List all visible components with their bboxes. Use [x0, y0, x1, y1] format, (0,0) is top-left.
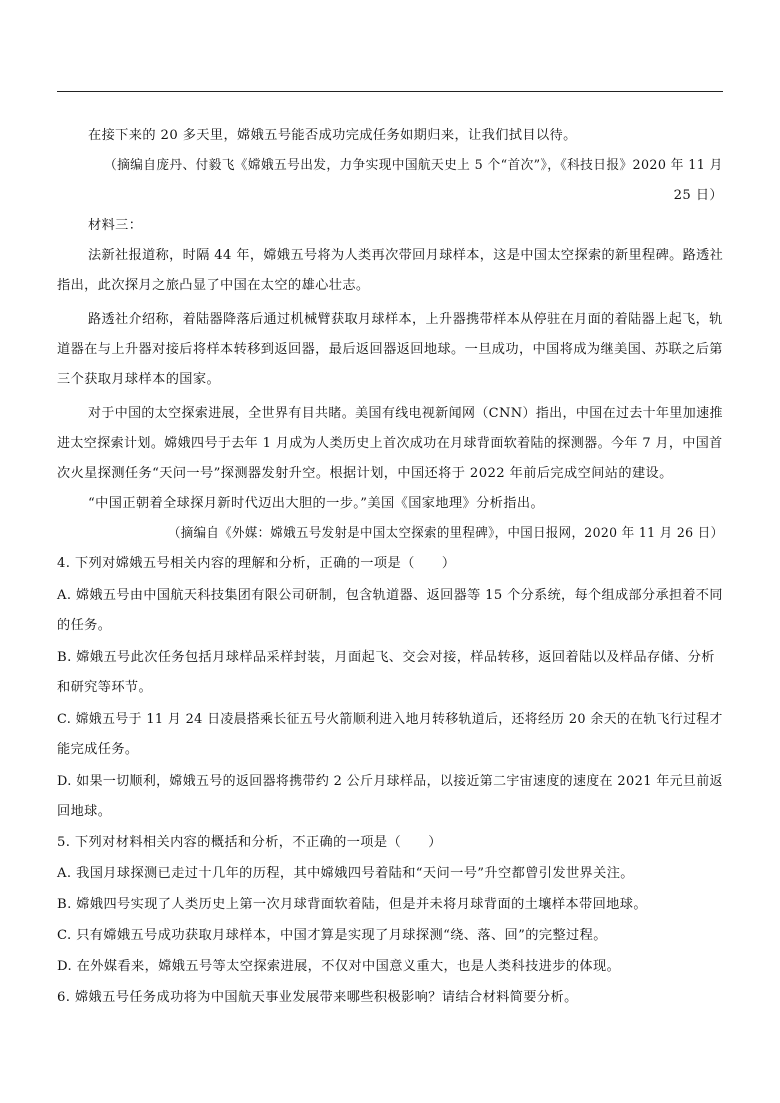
option-a: A. 嫦娥五号由中国航天科技集团有限公司研制，包含轨道器、返回器等 15 个分系统，每个组成部分承担着不同 [57, 588, 723, 603]
paragraph-line: 次火星探测任务“天问一号”探测器发射升空。根据计划，中国还将于 2022 年前后完成空间站的建设。 [57, 466, 673, 481]
paragraph-line: 进太空探索计划。嫦娥四号于去年 1 月成为人类历史上首次成功在月球背面软着陆的探测器。今年 7 月，中国首 [57, 436, 723, 451]
paragraph-line: 道器在与上升器对接后将样本转移到返回器，最后返回器返回地球。一旦成功，中国将成为继美国、苏联之后第 [57, 342, 723, 357]
option-b: B. 嫦娥四号实现了人类历史上第一次月球背面软着陆，但是并未将月球背面的土壤样本带回地球。 [57, 897, 647, 912]
question-6: 6. 嫦娥五号任务成功将为中国航天事业发展带来哪些积极影响？请结合材料简要分析。 [57, 990, 578, 1005]
paragraph-line: 在接下来的 20 多天里，嫦娥五号能否成功完成任务如期归来，让我们拭目以待。 [88, 128, 577, 143]
paragraph-line: 路透社介绍称，着陆器降落后通过机械臂获取月球样本，上升器携带样本从停驻在月面的着陆器上起飞，轨 [88, 312, 723, 327]
option-d: D. 在外媒看来，嫦娥五号等太空探索进展，不仅对中国意义重大，也是人类科技进步的体现。 [57, 959, 621, 974]
paragraph-line: 对于中国的太空探索进展，全世界有目共睹。美国有线电视新闻网（CNN）指出，中国在过去十年里加速推 [88, 406, 723, 421]
option-c: C. 嫦娥五号于 11 月 24 日凌晨搭乘长征五号火箭顺利进入地月转移轨道后，还将经历 20 余天的在轨飞行过程才 [57, 712, 723, 727]
option-c-cont: 能完成任务。 [57, 742, 139, 757]
paragraph-line: 法新社报道称，时隔 44 年，嫦娥五号将为人类再次带回月球样本，这是中国太空探索的新里程碑。路透社 [88, 248, 724, 263]
option-c: C. 只有嫦娥五号成功获取月球样本，中国才算是实现了月球探测“绕、落、回”的完整过程。 [57, 928, 607, 943]
citation-line: 25 日） [673, 188, 723, 203]
section-heading: 材料三： [88, 218, 143, 233]
citation-line: （摘编自庞丹、付毅飞《嫦娥五号出发，力争实现中国航天史上 5 个“首次”》，《科技日报》2020 年 11 月 [104, 158, 723, 173]
option-b-cont: 和研究等环节。 [57, 680, 153, 695]
question-4: 4. 下列对嫦娥五号相关内容的理解和分析，正确的一项是（ ） [57, 556, 456, 571]
citation-line: （摘编自《外媒：嫦娥五号发射是中国太空探索的里程碑》，中国日报网，2020 年 11 月 26 日） [168, 526, 724, 541]
question-5: 5. 下列对材料相关内容的概括和分析，不正确的一项是（ ） [57, 835, 442, 850]
paragraph-line: 三个获取月球样本的国家。 [57, 372, 221, 387]
option-d-cont: 回地球。 [57, 804, 112, 819]
paragraph-line: “中国正朝着全球探月新时代迈出大胆的一步。”美国《国家地理》分析指出。 [88, 496, 545, 511]
paragraph-line: 指出，此次探月之旅凸显了中国在太空的雄心壮志。 [57, 278, 370, 293]
header-rule [57, 91, 723, 92]
option-d: D. 如果一切顺利，嫦娥五号的返回器将携带约 2 公斤月球样品，以接近第二宇宙速度的速度在 2021 年元旦前返 [57, 774, 723, 789]
option-a: A. 我国月球探测已走过十几年的历程，其中嫦娥四号着陆和“天问一号”升空都曾引发世界关注。 [57, 866, 634, 881]
option-a-cont: 的任务。 [57, 618, 112, 633]
option-b: B. 嫦娥五号此次任务包括月球样品采样封装，月面起飞、交会对接，样品转移，返回着陆以及样品存储、分析 [57, 650, 715, 665]
